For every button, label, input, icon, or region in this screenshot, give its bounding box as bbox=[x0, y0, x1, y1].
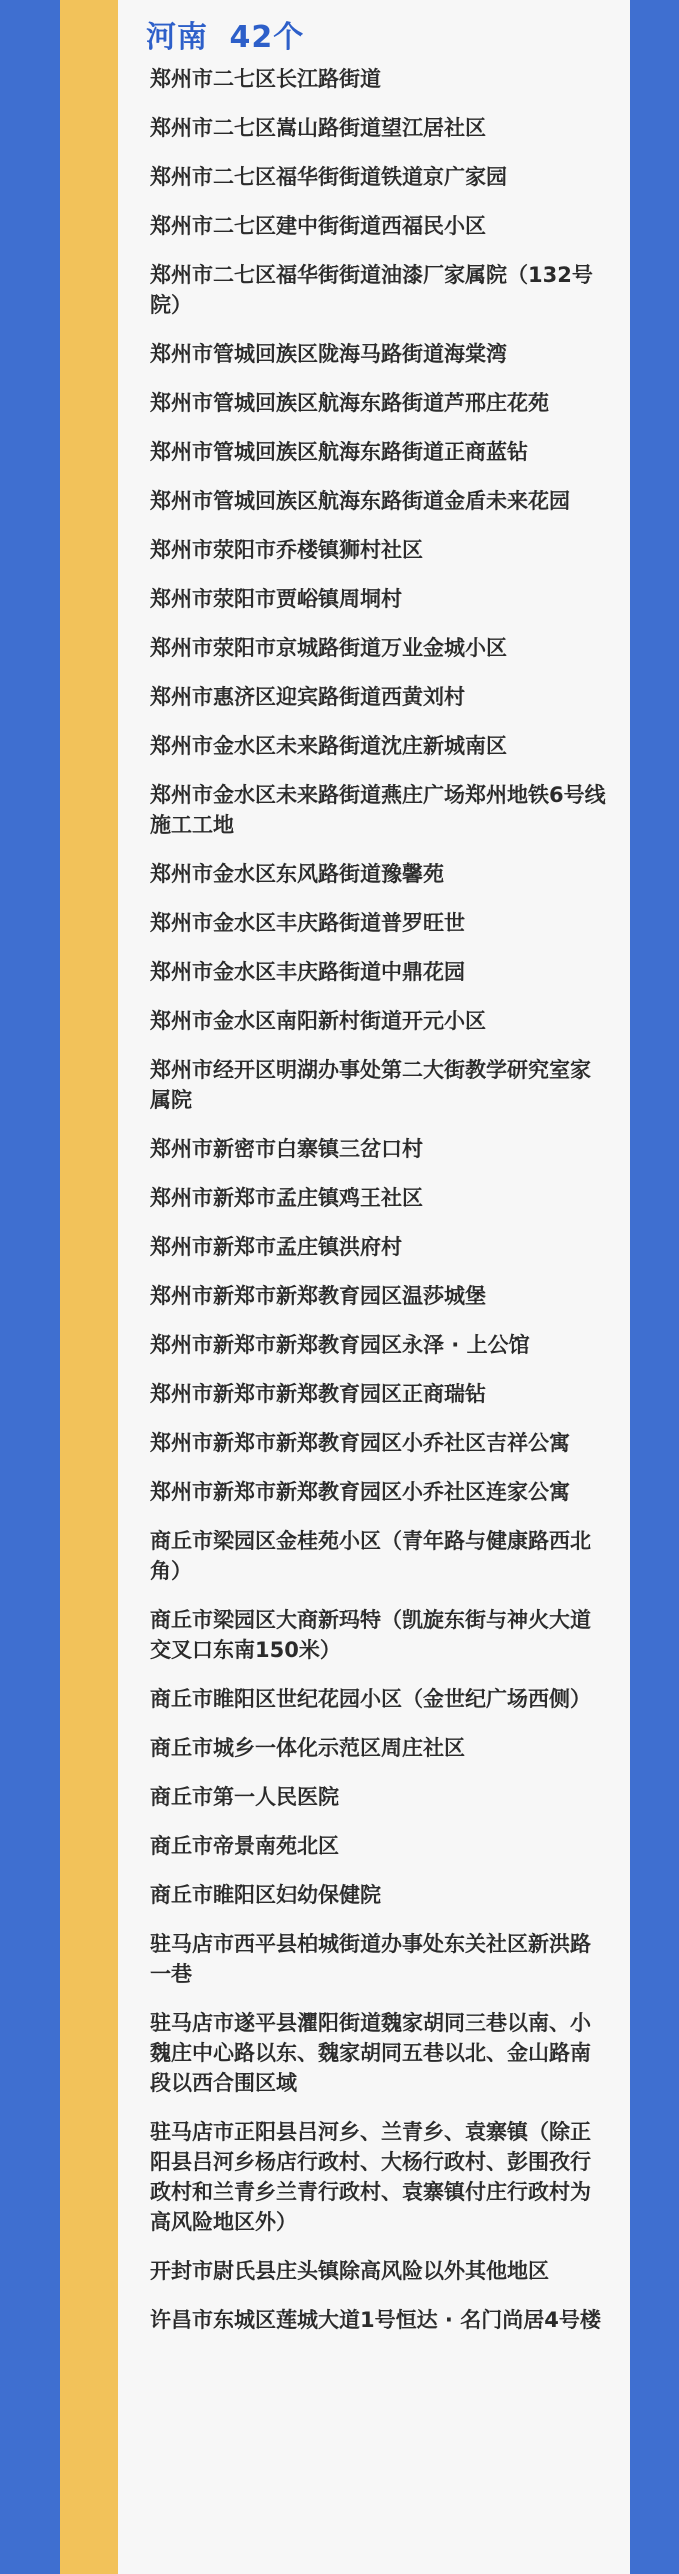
list-item: 商丘市梁园区金桂苑小区（青年路与健康路西北角） bbox=[150, 1529, 591, 1583]
list-item: 郑州市二七区嵩山路街道望江居社区 bbox=[150, 116, 486, 140]
list-item: 郑州市新郑市新郑教育园区永泽 · 上公馆 bbox=[150, 1333, 530, 1357]
list-item: 郑州市金水区南阳新村街道开元小区 bbox=[150, 1009, 486, 1033]
list-item: 驻马店市西平县柏城街道办事处东关社区新洪路一巷 bbox=[150, 1932, 591, 1986]
list-item: 郑州市新郑市新郑教育园区温莎城堡 bbox=[150, 1284, 486, 1308]
list-item: 郑州市金水区未来路街道沈庄新城南区 bbox=[150, 734, 507, 758]
list-item: 郑州市经开区明湖办事处第二大街教学研究室家属院 bbox=[150, 1058, 591, 1112]
section-heading bbox=[146, 16, 610, 62]
list-item: 商丘市睢阳区妇幼保健院 bbox=[150, 1883, 381, 1907]
list-item: 郑州市新郑市新郑教育园区小乔社区连家公寓 bbox=[150, 1480, 570, 1504]
list-item: 郑州市金水区丰庆路街道中鼎花园 bbox=[150, 960, 465, 984]
area-list bbox=[150, 64, 610, 2335]
list-item: 郑州市新密市白寨镇三岔口村 bbox=[150, 1137, 423, 1161]
list-item: 郑州市新郑市新郑教育园区正商瑞钻 bbox=[150, 1382, 486, 1406]
list-item: 郑州市管城回族区航海东路街道芦邢庄花苑 bbox=[150, 391, 549, 415]
list-item: 商丘市第一人民医院 bbox=[150, 1785, 339, 1809]
list-item: 郑州市新郑市孟庄镇鸡王社区 bbox=[150, 1186, 423, 1210]
list-item: 商丘市帝景南苑北区 bbox=[150, 1834, 339, 1858]
list-item: 驻马店市遂平县灈阳街道魏家胡同三巷以南、小魏庄中心路以东、魏家胡同五巷以北、金山路南段以西合围区域 bbox=[150, 2011, 591, 2095]
content bbox=[146, 16, 610, 2354]
right-blue-stripe bbox=[630, 0, 679, 2574]
list-item: 郑州市新郑市新郑教育园区小乔社区吉祥公寓 bbox=[150, 1431, 570, 1455]
list-item: 郑州市管城回族区陇海马路街道海棠湾 bbox=[150, 342, 507, 366]
list-item: 郑州市金水区丰庆路街道普罗旺世 bbox=[150, 911, 465, 935]
list-item: 郑州市金水区未来路街道燕庄广场郑州地铁6号线施工工地 bbox=[150, 783, 606, 837]
list-item: 郑州市二七区长江路街道 bbox=[150, 67, 381, 91]
list-item: 郑州市金水区东风路街道豫馨苑 bbox=[150, 862, 444, 886]
list-item: 驻马店市正阳县吕河乡、兰青乡、袁寨镇（除正阳县吕河乡杨店行政村、大杨行政村、彭围孜行政村和兰青乡兰青行政村、袁寨镇付庄行政村为高风险地区外） bbox=[150, 2120, 591, 2234]
list-item: 商丘市睢阳区世纪花园小区（金世纪广场西侧） bbox=[150, 1687, 591, 1711]
region-count: 42个 bbox=[229, 20, 305, 55]
list-item: 郑州市二七区建中街街道西福民小区 bbox=[150, 214, 486, 238]
list-item: 开封市尉氏县庄头镇除高风险以外其他地区 bbox=[150, 2259, 549, 2283]
list-item: 郑州市管城回族区航海东路街道正商蓝钻 bbox=[150, 440, 528, 464]
yellow-band bbox=[60, 0, 118, 2574]
list-item: 郑州市新郑市孟庄镇洪府村 bbox=[150, 1235, 402, 1259]
list-item: 郑州市荥阳市京城路街道万业金城小区 bbox=[150, 636, 507, 660]
list-item: 郑州市二七区福华街街道铁道京广家园 bbox=[150, 165, 507, 189]
list-item: 商丘市城乡一体化示范区周庄社区 bbox=[150, 1736, 465, 1760]
list-item: 郑州市荥阳市贾峪镇周垌村 bbox=[150, 587, 402, 611]
list-item: 郑州市二七区福华街街道油漆厂家属院（132号院） bbox=[150, 263, 593, 317]
list-item: 郑州市荥阳市乔楼镇狮村社区 bbox=[150, 538, 423, 562]
list-item: 郑州市管城回族区航海东路街道金盾未来花园 bbox=[150, 489, 570, 513]
list-item: 许昌市东城区莲城大道1号恒达 · 名门尚居4号楼 bbox=[150, 2308, 601, 2332]
list-item: 商丘市梁园区大商新玛特（凯旋东街与神火大道交叉口东南150米） bbox=[150, 1608, 591, 1662]
region-name: 河南 bbox=[146, 20, 208, 55]
list-item: 郑州市惠济区迎宾路街道西黄刘村 bbox=[150, 685, 465, 709]
left-blue-stripe bbox=[0, 0, 60, 2574]
